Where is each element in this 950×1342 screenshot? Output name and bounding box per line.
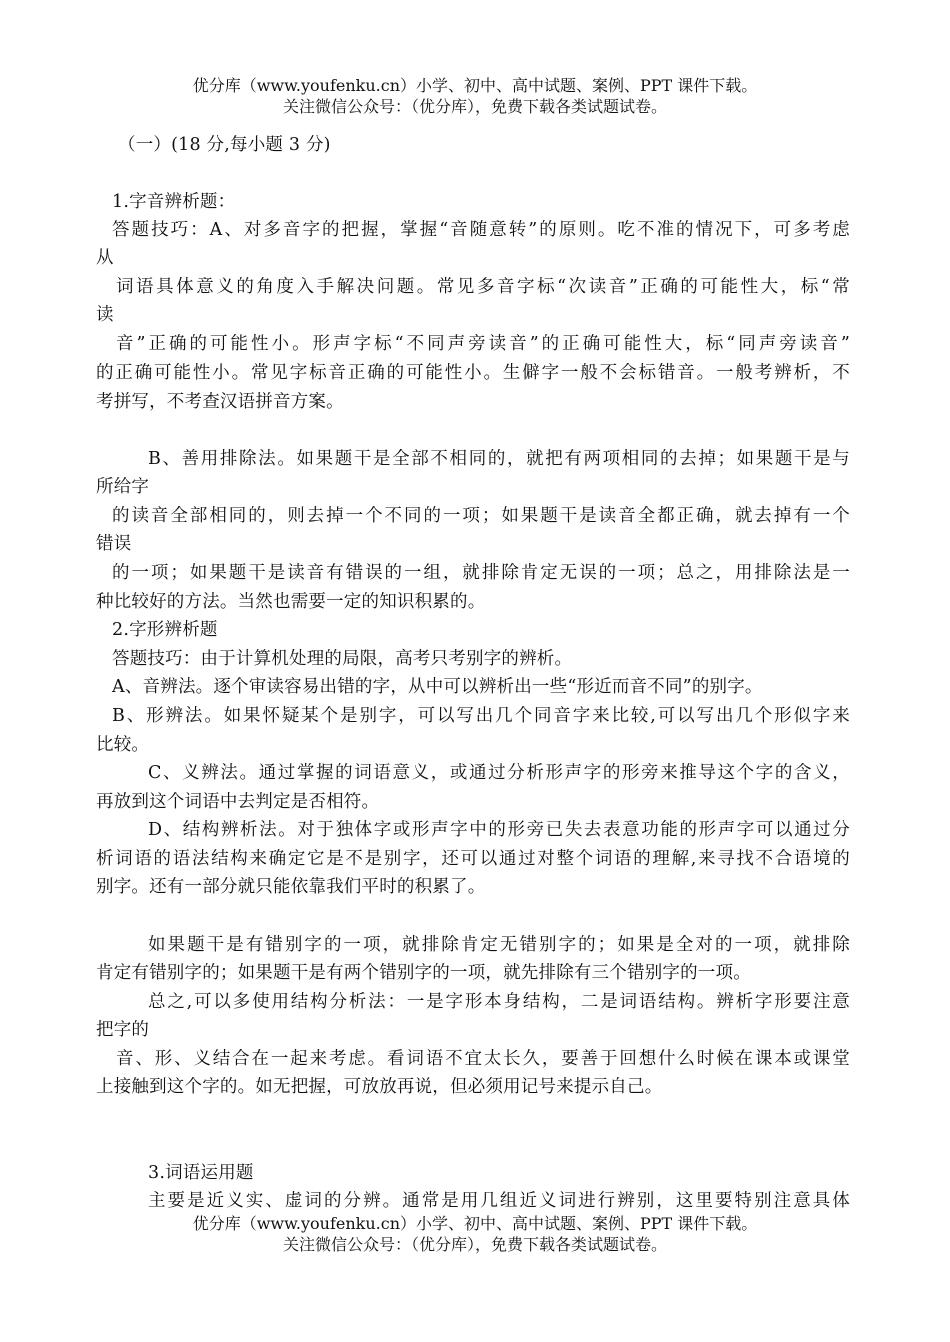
header-line-1: 优分库（www.youfenku.cn）小学、初中、高中试题、案例、PPT 课件下载。: [192, 76, 758, 95]
q1-p2-line: 种比较好的方法。当然也需要一定的知识积累的。: [96, 592, 486, 612]
q1-p1-line: 音”正确的可能性小。形声字标“不同声旁读音”的正确可能性大，标“同声旁读音”: [116, 334, 850, 354]
q1-p2-line: B、善用排除法。如果题干是全部不相同的，就把有两项相同的去掉；如果题干是与: [148, 449, 850, 469]
footer-line-1: 优分库（www.youfenku.cn）小学、初中、高中试题、案例、PPT 课件下载。: [192, 1214, 758, 1233]
q2-line: D、结构辨析法。对于独体字或形声字中的形旁已失去表意功能的形声字可以通过分: [148, 820, 850, 840]
footer-line-2: 关注微信公众号：（优分库），免费下载各类试题试卷。: [282, 1235, 667, 1254]
q2-p3-line: 肯定有错别字的；如果题干是有两个错别字的一项，就先排除有三个错别字的一项。: [96, 963, 751, 983]
q3-line: 主要是近义实、虚词的分辨。通常是用几组近义词进行辨别，这里要特别注意具体: [148, 1191, 850, 1211]
q2-p3-line: 如果题干是有错别字的一项，就排除肯定无错别字的；如果是全对的一项，就排除: [148, 935, 850, 955]
q1-p2-line: 的读音全部相同的，则去掉一个不同的一项；如果题干是读音全都正确，就去掉有一个: [112, 506, 850, 526]
q1-p2-line: 错误: [96, 534, 132, 554]
q2-p3-line: 上接触到这个字的。如无把握，可放放再说，但必须用记号来提示自己。: [96, 1077, 663, 1097]
q2-line: 答题技巧：由于计算机处理的局限，高考只考别字的辨析。: [112, 649, 573, 669]
q2-p3-line: 总之,可以多使用结构分析法：一是字形本身结构，二是词语结构。辨析字形要注意: [148, 992, 850, 1012]
q2-line: 析词语的语法结构来确定它是不是别字，还可以通过对整个词语的理解,来寻找不合语境的: [96, 849, 850, 869]
header-line-2: 关注微信公众号：（优分库），免费下载各类试题试卷。: [282, 97, 667, 116]
q1-p1-line: 读: [96, 305, 114, 325]
q2-p3-line: 音、形、义结合在一起来考虑。看词语不宜太长久，要善于回想什么时候在课本或课堂: [116, 1049, 850, 1069]
q2-heading: 2.字形辨析题: [112, 620, 218, 640]
q1-p2-line: 所给字: [96, 477, 150, 497]
q1-p1-line: 从: [96, 248, 114, 268]
q2-line: A、音辨法。逐个审读容易出错的字，从中可以辨析出一些“形近而音不同”的别字。: [112, 677, 763, 697]
section-title: （一）(18 分,每小题 3 分): [118, 135, 331, 155]
q1-p1-line: 词语具体意义的角度入手解决问题。常见多音字标“次读音”正确的可能性大，标“常: [116, 277, 850, 297]
q2-line: B、形辨法。如果怀疑某个是别字，可以写出几个同音字来比较,可以写出几个形似字来: [112, 706, 850, 726]
q3-heading: 3.词语运用题: [148, 1163, 254, 1183]
q2-p3-line: 把字的: [96, 1020, 150, 1040]
q1-heading: 1.字音辨析题：: [112, 192, 236, 212]
q1-p2-line: 的一项；如果题干是读音有错误的一组，就排除肯定无误的一项；总之，用排除法是一: [112, 563, 850, 583]
q1-p1-line: 的正确可能性小。常见字标音正确的可能性小。生僻字一般不会标错音。一般考辨析，不: [96, 363, 850, 383]
q2-line: 再放到这个词语中去判定是否相符。: [96, 792, 380, 812]
q2-line: 别字。还有一部分就只能依靠我们平时的积累了。: [96, 877, 486, 897]
q1-p1-line: 答题技巧：A、对多音字的把握，掌握“音随意转”的原则。吃不准的情况下，可多考虑: [112, 220, 850, 240]
q2-line: 比较。: [96, 735, 150, 755]
q2-line: C、义辨法。通过掌握的词语意义，或通过分析形声字的形旁来推导这个字的含义，: [148, 763, 850, 783]
q1-p1-line: 考拼写，不考查汉语拼音方案。: [96, 392, 344, 412]
